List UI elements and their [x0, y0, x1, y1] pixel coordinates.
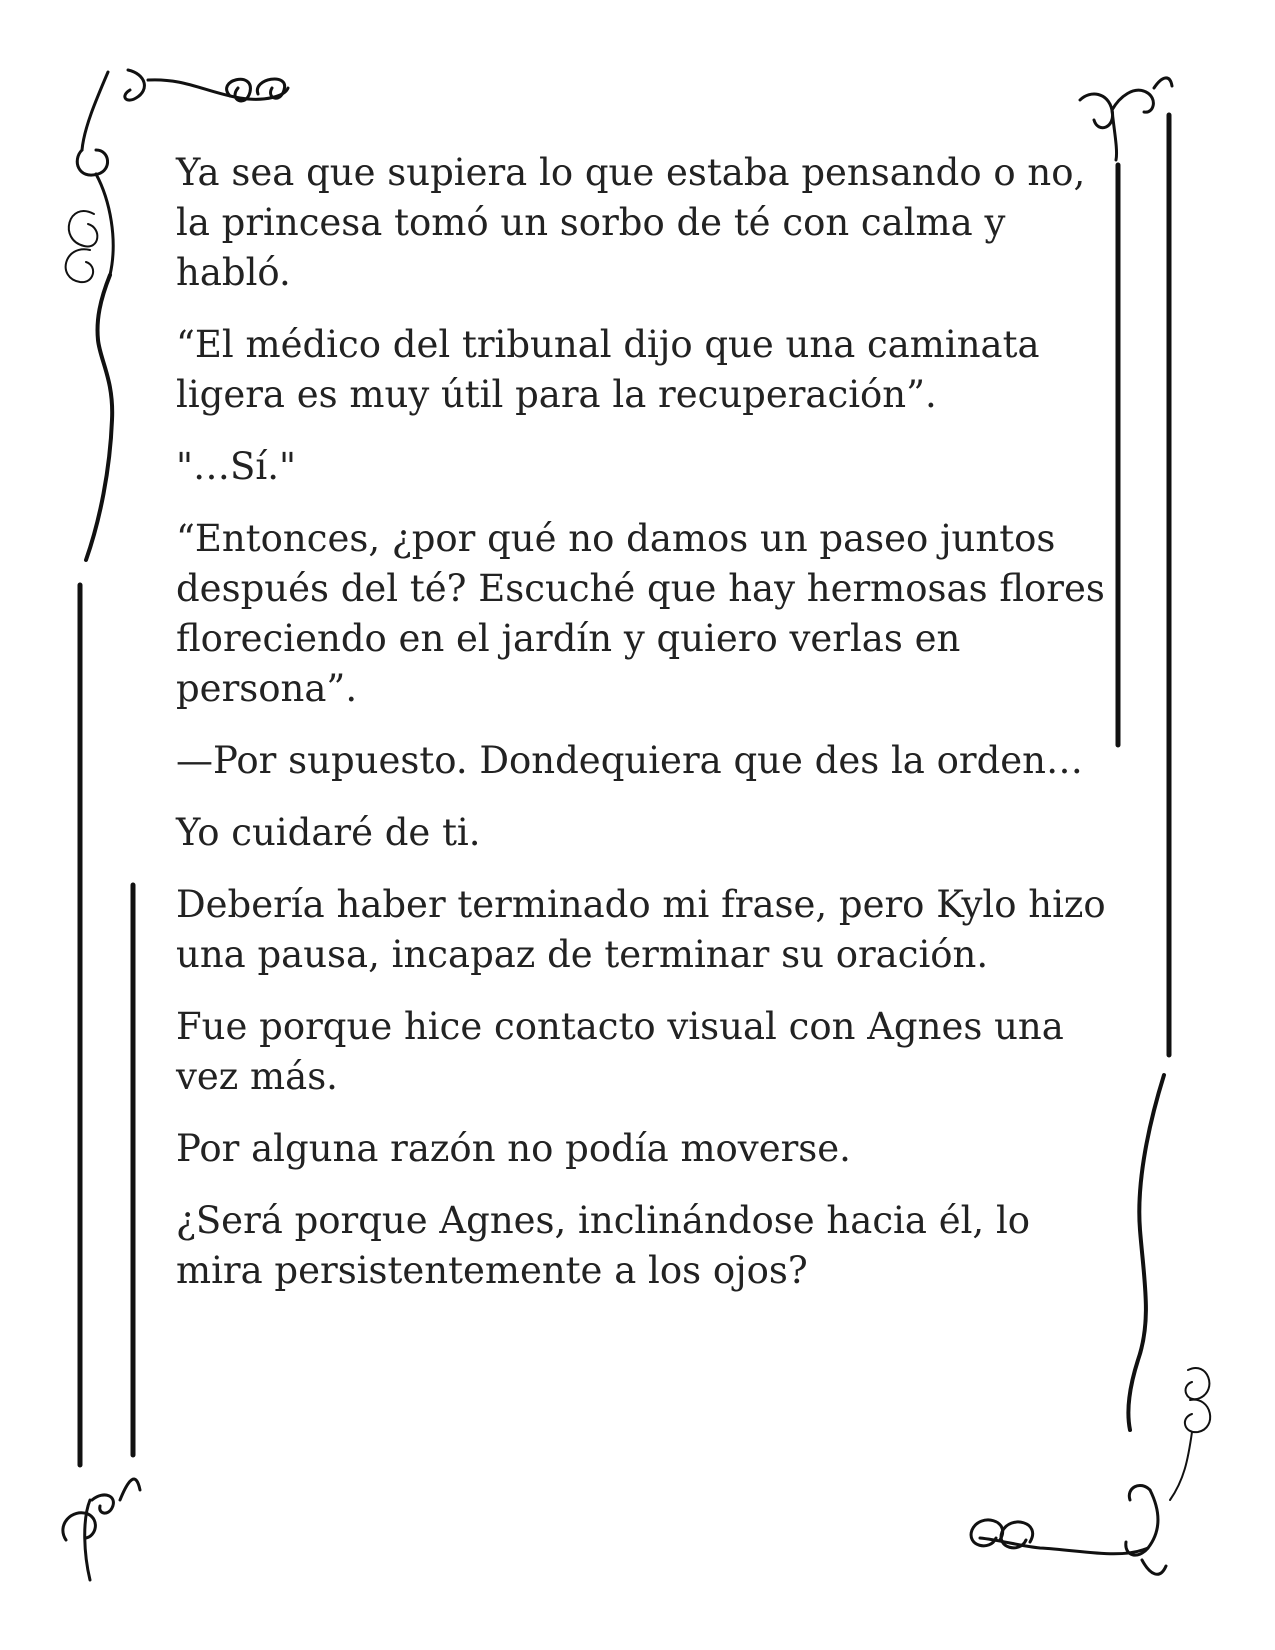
paragraph: ¿Será porque Agnes, inclinándose hacia él, lo mira persistentemente a los ojos?: [176, 1199, 1031, 1292]
bottom-right-curl: [1170, 1368, 1210, 1500]
paragraph: Debería haber terminado mi frase, pero Kylo hizo una pausa, incapaz de terminar su oración.: [176, 883, 1106, 976]
paragraph: Por alguna razón no podía moverse.: [176, 1127, 851, 1170]
bottom-right-flourish: [971, 1485, 1166, 1574]
paragraph: —Por supuesto. Dondequiera que des la orden…: [176, 739, 1083, 782]
paragraph: Ya sea que supiera lo que estaba pensando o no, la princesa tomó un sorbo de té con calma y habló.: [176, 151, 1086, 294]
left-curl: [66, 211, 98, 282]
paragraph: Fue porque hice contacto visual con Agnes una vez más.: [176, 1005, 1064, 1098]
paragraph: “El médico del tribunal dijo que una caminata ligera es muy útil para la recuperación”.: [176, 323, 1040, 416]
left-vine: [86, 275, 112, 560]
paragraph: Yo cuidaré de ti.: [176, 811, 481, 854]
right-vine: [1128, 1075, 1164, 1430]
bottom-left-flourish: [63, 1479, 140, 1580]
page-text: [176, 148, 1106, 1318]
paragraph: "…Sí.": [176, 445, 296, 488]
paragraph: “Entonces, ¿por qué no damos un paseo juntos después del té? Escuché que hay hermosas flores floreciendo en el jardín y quiero verlas en persona”.: [176, 517, 1105, 710]
